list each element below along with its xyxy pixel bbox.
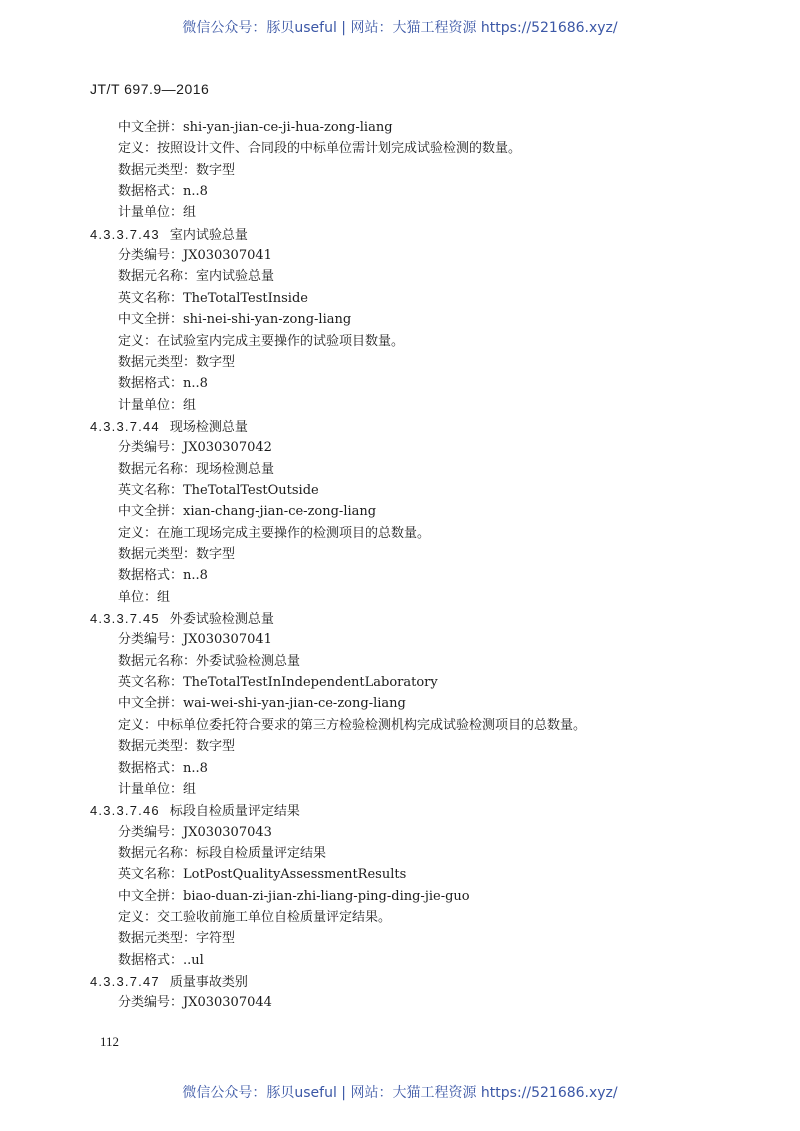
field-line: 分类编号：JX030307042 (118, 440, 272, 456)
section-heading (90, 416, 248, 437)
field-line: 中文全拼：biao-duan-zi-jian-zhi-liang-ping-ding-jie-guo (118, 888, 470, 904)
section-title: 外委试验检测总量 (169, 612, 274, 628)
section-heading (90, 224, 248, 245)
field-line: 数据元类型：字符型 (118, 931, 236, 947)
field-line: 计量单位：组 (118, 397, 197, 413)
field-line: 计量单位：组 (118, 781, 197, 797)
page-number: 112 (100, 1034, 120, 1049)
section-heading (90, 971, 248, 992)
field-line: 计量单位：组 (118, 205, 197, 221)
field-line: 数据元名称：外委试验检测总量 (118, 653, 301, 669)
section-number: 4.3.3.7.44 (90, 418, 160, 434)
section-heading (90, 608, 274, 629)
field-line: 分类编号：JX030307041 (118, 248, 272, 264)
field-line: 定义：交工验收前施工单位自检质量评定结果。 (118, 909, 392, 925)
field-line: 数据元名称：现场检测总量 (118, 461, 275, 477)
field-line: 分类编号：JX030307041 (118, 632, 272, 648)
field-line: 定义：按照设计文件、合同段的中标单位需计划完成试验检测的数量。 (118, 141, 522, 157)
field-line: 定义：中标单位委托符合要求的第三方检验检测机构完成试验检测项目的总数量。 (118, 717, 587, 733)
field-line: 英文名称：LotPostQualityAssessmentResults (118, 867, 407, 883)
watermark-top: 微信公众号：豚贝useful | 网站：大猫工程资源 https://521686.xyz/ (182, 20, 618, 36)
field-line: 数据元类型：数字型 (118, 162, 236, 178)
field-line: 数据元名称：室内试验总量 (118, 269, 275, 285)
section-title: 室内试验总量 (169, 227, 248, 243)
field-line: 定义：在试验室内完成主要操作的试验项目数量。 (118, 333, 405, 349)
field-line: 数据格式：n..8 (118, 184, 208, 200)
field-line: 数据元类型：数字型 (118, 547, 236, 562)
field-line: 数据元名称：标段自检质量评定结果 (118, 845, 327, 861)
section-heading (90, 800, 300, 821)
field-line: 单位：组 (118, 589, 171, 605)
field-line: 数据格式：n..8 (118, 376, 208, 392)
watermark-bottom: 微信公众号：豚贝useful | 网站：大猫工程资源 https://521686.xyz/ (182, 1085, 618, 1101)
field-line: 英文名称：TheTotalTestInIndependentLaboratory (118, 675, 438, 691)
field-line: 数据元类型：数字型 (118, 739, 236, 755)
field-line: 定义：在施工现场完成主要操作的检测项目的总数量。 (118, 525, 431, 541)
section-number: 4.3.3.7.45 (90, 611, 160, 627)
section-number: 4.3.3.7.43 (90, 226, 160, 242)
field-line: 中文全拼：shi-nei-shi-yan-zong-liang (118, 312, 352, 328)
section-title: 标段自检质量评定结果 (169, 804, 300, 820)
field-line: 数据格式：n..8 (118, 760, 208, 776)
field-line: 中文全拼：xian-chang-jian-ce-zong-liang (118, 504, 377, 520)
section-number: 4.3.3.7.47 (90, 974, 160, 989)
field-line: 英文名称：TheTotalTestInside (118, 290, 308, 306)
section-title: 质量事故类别 (169, 975, 248, 990)
document-code: JT/T 697.9—2016 (90, 81, 210, 97)
field-line: 数据格式：n..8 (118, 568, 208, 584)
field-line: 分类编号：JX030307043 (118, 824, 272, 840)
field-line: 中文全拼：wai-wei-shi-yan-jian-ce-zong-liang (118, 696, 406, 712)
field-line: 分类编号：JX030307044 (118, 995, 272, 1011)
field-line: 数据格式：..ul (118, 952, 204, 968)
field-line: 英文名称：TheTotalTestOutside (118, 482, 319, 498)
field-line: 数据元类型：数字型 (118, 354, 236, 370)
section-title: 现场检测总量 (169, 419, 248, 435)
section-number: 4.3.3.7.46 (90, 803, 160, 819)
field-line: 中文全拼：shi-yan-jian-ce-ji-hua-zong-liang (118, 120, 393, 135)
